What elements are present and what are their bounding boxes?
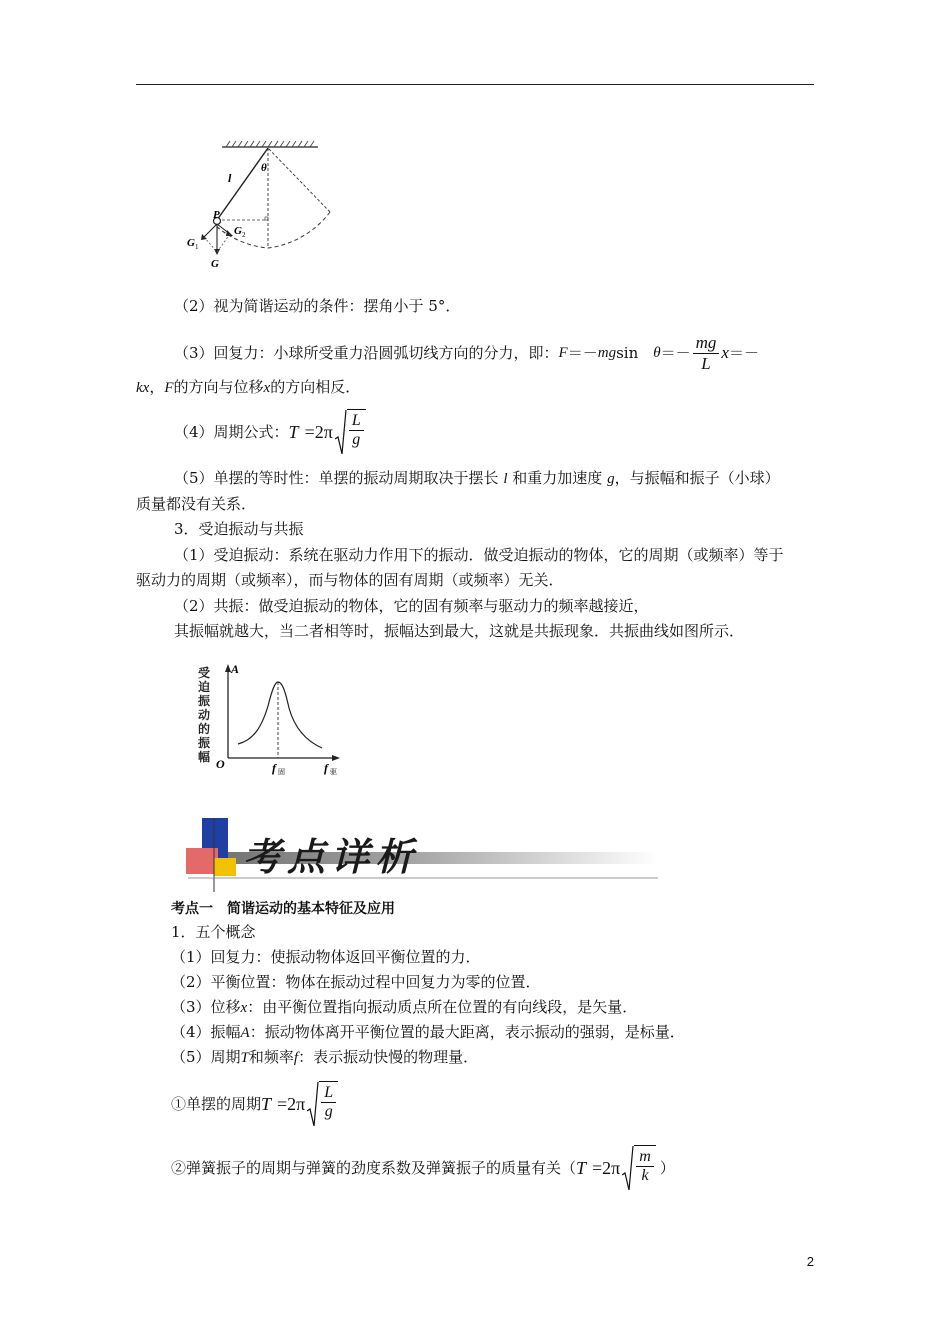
var-theta: θ — [653, 345, 661, 361]
concept-5-b: 和频率 — [248, 1048, 294, 1066]
svg-text:动: 动 — [198, 708, 211, 722]
formula-eq-2: =2π — [277, 1094, 306, 1114]
svg-text:振: 振 — [198, 736, 211, 750]
item-2: （2）视为简谐运动的条件：摆角小于 5°． — [174, 297, 461, 315]
svg-text:的: 的 — [198, 722, 211, 736]
origin-label: O — [216, 757, 225, 771]
item-3-line2 — [136, 377, 360, 398]
f-natural-label: f — [272, 761, 276, 775]
item-5-text-c: ，与振幅和振子（小球） — [614, 469, 780, 487]
frac-num: mg — [693, 333, 720, 354]
formula-eq-3: =2π — [592, 1158, 621, 1178]
sin-text: sin — [616, 344, 654, 362]
svg-text:受: 受 — [198, 666, 211, 680]
formula-t: T — [288, 422, 299, 442]
concept-5-a: （5）周期 — [171, 1048, 241, 1066]
var-F2: F — [164, 380, 174, 396]
radical-sign-icon — [622, 1145, 634, 1191]
pendulum-figure — [180, 138, 340, 270]
sqrt — [335, 409, 366, 455]
sqrt-den-3: k — [641, 1167, 649, 1184]
comma: ， — [149, 378, 165, 396]
item-4 — [174, 406, 366, 458]
pendulum-period-formula-2 — [261, 1081, 338, 1127]
concept-1: （1）回复力：使振动物体返回平衡位置的力． — [171, 948, 481, 966]
circled-1-text: ①单摆的周期 — [171, 1095, 262, 1113]
g2-label: G — [234, 225, 242, 237]
sqrt-den: g — [352, 431, 361, 448]
point-p-label: P — [213, 209, 220, 221]
g2-sub: 2 — [242, 231, 246, 239]
var-x3: x — [240, 1000, 248, 1016]
concept-4 — [171, 1022, 685, 1043]
item-3-line1 — [174, 332, 759, 373]
circled-1 — [171, 1078, 338, 1130]
concept-2: （2）平衡位置：物体在振动过程中回复力为零的位置． — [171, 973, 541, 991]
section-3-2-line2: 其振幅就越大，当二者相等时，振幅达到最大，这就是共振现象．共振曲线如图所示． — [174, 622, 745, 640]
theta-label: θ — [261, 162, 267, 174]
circled-2-text: ②弹簧振子的周期与弹簧的劲度系数及弹簧振子的质量有关（ — [171, 1159, 577, 1177]
length-label: l — [228, 171, 232, 185]
formula-eq: =2π — [304, 422, 333, 442]
item-5-text-b: 和重力加速度 — [512, 469, 603, 487]
item-3-rest: 的方向与位移 — [173, 378, 264, 396]
var-x: x — [721, 343, 729, 362]
item-5-line2: 质量都没有关系． — [136, 495, 257, 513]
frac-den: L — [701, 353, 711, 373]
var-mg: mg — [597, 345, 617, 361]
item-5-text-a: （5）单摆的等时性：单摆的振动周期取决于摆长 — [174, 469, 499, 487]
concepts-heading: 1．五个概念 — [171, 923, 256, 941]
svg-text:振: 振 — [198, 694, 211, 708]
resonance-curve-figure — [194, 660, 344, 776]
g1-label: G — [187, 237, 195, 249]
var-x2: x — [263, 380, 271, 396]
svg-text:迫: 迫 — [198, 680, 211, 694]
concept-3-a: （3）位移 — [171, 998, 241, 1016]
concept-3-b: ：由平衡位置指向振动质点所在位置的有向线段，是矢量． — [247, 998, 638, 1016]
var-l: l — [503, 471, 508, 487]
f-natural-sub: 固 — [278, 768, 285, 776]
radical-sign-icon — [307, 1081, 319, 1127]
g-label: G — [211, 258, 219, 270]
sqrt-num-2: L — [321, 1084, 336, 1103]
circled-2 — [171, 1142, 675, 1194]
concept-5 — [171, 1047, 478, 1068]
close-paren: ） — [659, 1159, 675, 1177]
var-g: g — [607, 471, 615, 487]
item-4-label: （4）周期公式： — [174, 423, 289, 441]
f-driving-label: f — [324, 761, 328, 775]
formula-t-3: T — [576, 1158, 587, 1178]
section-3-1-line1: （1）受迫振动：系统在驱动力作用下的振动．做受迫振动的物体，它的周期（或频率）等于 — [174, 546, 784, 564]
sqrt-2 — [307, 1081, 338, 1127]
header-rule — [136, 84, 814, 85]
sqrt-num: L — [349, 412, 364, 431]
pendulum-period-formula — [289, 409, 366, 455]
item-5-line1 — [174, 468, 780, 489]
var-T: T — [240, 1050, 249, 1066]
svg-text:幅: 幅 — [198, 750, 211, 764]
banner-title: 考点详析 — [243, 834, 420, 879]
formula-t-2: T — [261, 1094, 272, 1114]
section-3-1-line2: 驱动力的周期（或频率），而与物体的固有周期（或频率）无关． — [136, 571, 564, 589]
section-3-heading: 3．受迫振动与共振 — [174, 520, 304, 538]
eq-minus-2: ＝－ — [660, 344, 691, 362]
concept-4-b: ：振动物体离开平衡位置的最大距离，表示振动的强弱，是标量． — [249, 1023, 685, 1041]
sqrt-num-3: m — [636, 1148, 654, 1167]
concept-3 — [171, 997, 637, 1018]
mg-over-l-fraction — [693, 333, 720, 374]
spring-period-formula — [576, 1145, 656, 1191]
eq-minus-3: ＝－ — [728, 344, 759, 362]
y-axis-label — [197, 665, 211, 764]
g1-sub: 1 — [195, 243, 199, 251]
a-axis-label: A — [231, 662, 240, 676]
concept-4-a: （4）振幅 — [171, 1023, 241, 1041]
var-f: f — [293, 1050, 299, 1066]
var-A: A — [240, 1025, 250, 1041]
page-number: 2 — [806, 1254, 814, 1269]
item-3-end: 的方向相反． — [270, 378, 361, 396]
item-3-text: （3）回复力：小球所受重力沿圆弧切线方向的分力，即： — [174, 344, 559, 362]
sqrt-3 — [622, 1145, 656, 1191]
radical-sign-icon — [335, 409, 347, 455]
eq-minus: ＝－ — [567, 344, 598, 362]
f-driving-sub: 驱 — [330, 768, 337, 776]
var-F: F — [558, 345, 568, 361]
kaodian-heading: 考点一 简谐运动的基本特征及应用 — [171, 901, 395, 917]
sqrt-den-2: g — [324, 1103, 333, 1120]
var-kx: kx — [136, 380, 150, 396]
concept-5-c: ：表示振动快慢的物理量． — [298, 1048, 479, 1066]
section-3-2-line1: （2）共振：做受迫振动的物体，它的固有频率与驱动力的频率越接近， — [174, 597, 649, 615]
